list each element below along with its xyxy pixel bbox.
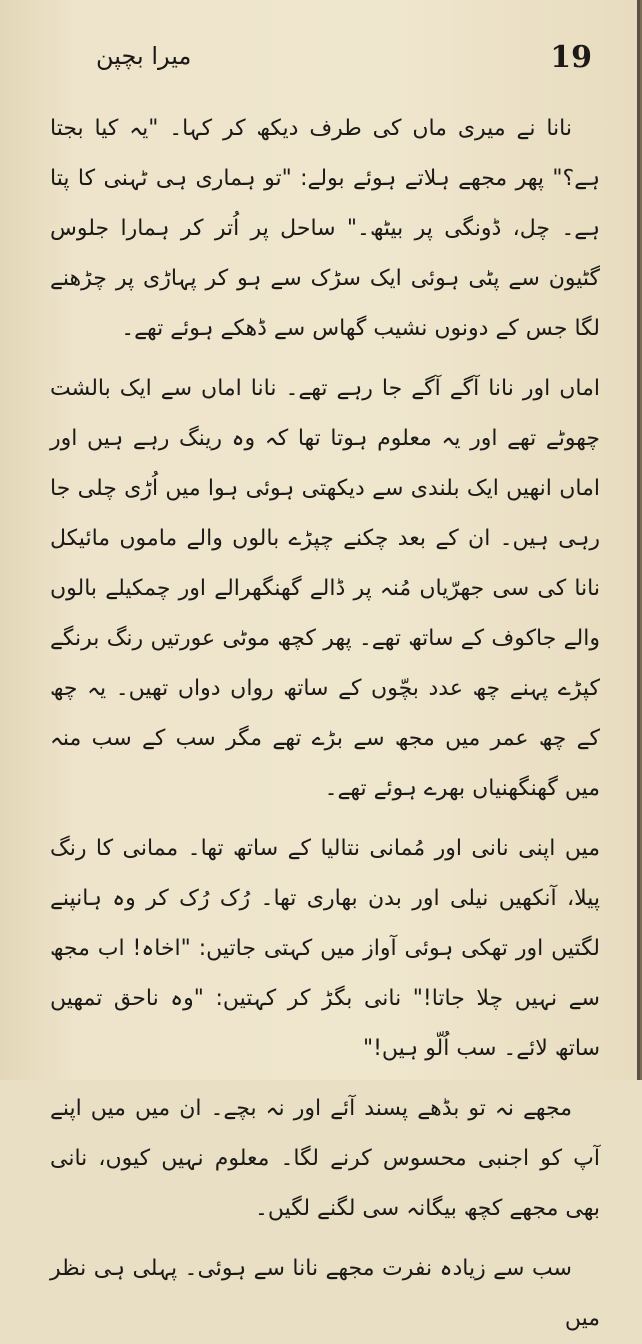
paragraph: میں اپنی نانی اور مُمانی نتالیا کے ساتھ تھا۔ ممانی کا رنگ پیلا، آنکھیں نیلی اور بدن بھاری تھا۔ رُک رُک کر وہ ہانپنے لگتیں اور تھکی ہوئی آواز میں کہتی جاتیں: "اخاہ! اب مجھ سے نہیں چلا جاتا!" نانی بگڑ کر کہتیں: "وہ ناحق تمھیں ساتھ لائے۔ سب اُلّو ہیں!"	[50, 836, 600, 1061]
page-header	[96, 40, 592, 80]
paragraph: سب سے زیادہ نفرت مجھے نانا سے ہوئی۔ پہلی ہی نظر میں	[50, 1256, 600, 1331]
paragraph: اماں اور نانا آگے آگے جا رہے تھے۔ نانا اماں سے ایک بالشت چھوٹے تھے اور یہ معلوم ہوتا تھا کہ وہ رینگ رہے ہیں اور اماں انھیں ایک بلندی سے دیکھتی ہوئی ہوا میں اُڑی چلی جا رہی ہیں۔ ان کے بعد چکنے چپڑے بالوں والے ماموں مائیکل نانا کی سی جھرّیاں مُنہ پر ڈالے گھنگھرالے اور چمکیلے بالوں والے جاکوف کے ساتھ تھے۔ پھر کچھ موٹی عورتیں رنگ برنگے کپڑے پہنے چھ عدد بچّوں کے ساتھ رواں دواں تھیں۔ یہ چھ کے چھ عمر میں مجھ سے بڑے تھے مگر سب کے سب منہ میں گھنگھنیاں بھرے ہوئے تھے۔	[50, 376, 600, 801]
paragraph: نانا نے میری ماں کی طرف دیکھ کر کہا۔ "یہ کیا بجتا ہے؟" پھر مجھے ہلاتے ہوئے بولے: "تو ہماری ہی ٹہنی کا پتا ہے۔ چل، ڈونگی پر بیٹھ۔" ساحل پر اُتر کر ہمارا جلوس گٹیون سے پٹی ہوئی ایک سڑک سے ہو کر پہاڑی پر چڑھنے لگا جس کے دونوں نشیب گھاس سے ڈھکے ہوئے تھے۔	[50, 116, 600, 341]
running-title: میرا بچپن	[96, 42, 192, 70]
scan-edge-divider	[637, 0, 640, 1080]
page-body	[50, 104, 600, 1344]
page-number: 19	[550, 40, 592, 75]
paragraph: مجھے نہ تو بڈھے پسند آئے اور نہ بچے۔ ان میں میں اپنے آپ کو اجنبی محسوس کرنے لگا۔ معلوم نہیں کیوں، نانی بھی مجھے کچھ بیگانہ سی لگنے لگیں۔	[50, 1096, 600, 1221]
